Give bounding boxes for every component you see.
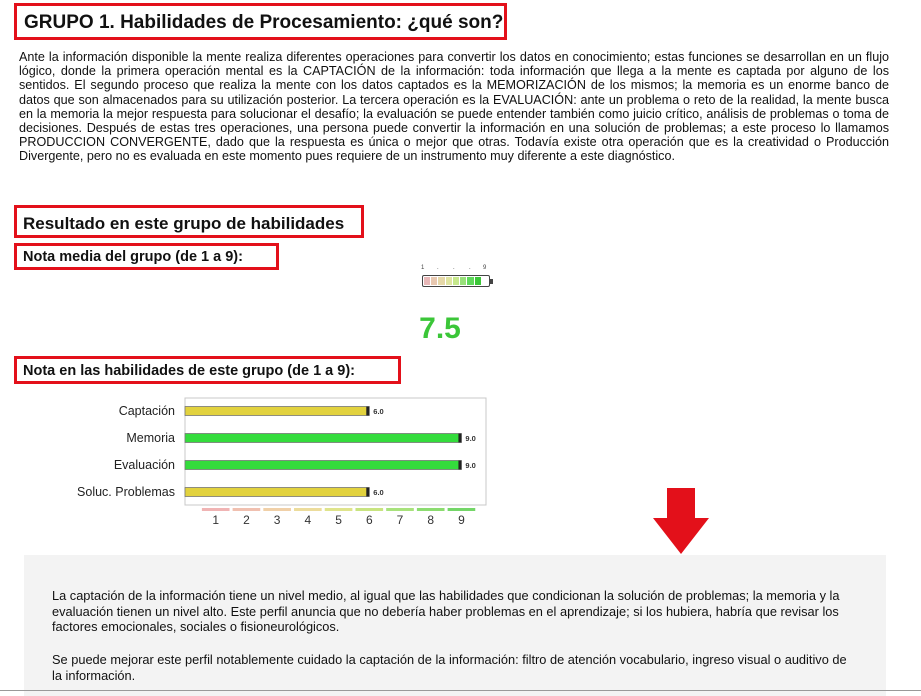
x-tick-label: 9 (458, 513, 465, 527)
bar-value-label: 9.0 (465, 434, 476, 443)
bar-end-cap (458, 434, 461, 443)
gauge-segment (482, 277, 488, 285)
bar-value-label: 9.0 (465, 461, 476, 470)
x-tick-label: 6 (365, 513, 373, 527)
scale-color-segment (386, 508, 414, 511)
scale-color-segment (355, 508, 383, 511)
scale-color-segment (263, 508, 291, 511)
bar-value-label: 6.0 (373, 488, 384, 497)
intro-paragraph: Ante la información disponible la mente realiza diferentes operaciones para convertir los datos en conocimiento; estas funciones se desarrollan en un flujo lógico, donde la primera operación mental es la CAPTACIÓN de la información: toda información que llega a la mente es captada por alguno de los sentidos. El segundo proceso que realiza la mente con los datos captados es la MEMORIZACIÓN de los mismos; la memoria es un enorme banco de datos que son almacenados para su utilización posterior. La tercera operación es la EVALUACIÓN: ante un problema o reto de la realidad, la mente busca en la memoria la mejor respuesta para solucionar el desafío; la evaluación se puede entender también como juicio crítico, análisis de problemas o toma de decisiones. Después de estas tres operaciones, una persona puede convertir la información en una solución de problemas; a este proceso lo llamamos PRODUCCION CONVERGENTE, dado que la respuesta es única o mejor que otras. Todavía existe otra operación que es la creatividad o Producción Divergente, pero no es evaluada en este momento pues requiere de un instrumento muy diferente a este diagnóstico. (19, 50, 889, 164)
bar (185, 407, 369, 416)
skills-bar-chart (77, 395, 500, 527)
recommendation-paragraph: Se puede mejorar este perfil notablemente cuidado la captación de la información: filtro de atención vocabulario, ingreso visual o auditivo de la información. (52, 652, 847, 683)
bar-end-cap (458, 461, 461, 470)
bar (185, 461, 461, 470)
scale-color-segment (294, 508, 322, 511)
scale-color-segment (202, 508, 230, 511)
bar-category-label: Evaluación (113, 458, 175, 472)
gauge-battery-tip (490, 279, 493, 284)
bar-category-label: Soluc. Problemas (77, 485, 175, 499)
gauge-segment (438, 277, 444, 285)
gauge-segment (431, 277, 437, 285)
bar-end-cap (366, 488, 369, 497)
x-tick-label: 2 (243, 513, 250, 527)
x-tick-label: 4 (304, 513, 312, 527)
average-gauge (420, 265, 496, 291)
gauge-segment (475, 277, 481, 285)
scale-color-segment (233, 508, 261, 511)
results-section-heading: Resultado en este grupo de habilidades (14, 205, 364, 238)
x-tick-label: 1 (212, 513, 220, 527)
gauge-scale-label: 9 (483, 265, 487, 271)
bar (185, 434, 461, 443)
page-title: GRUPO 1. Habilidades de Procesamiento: ¿qué son? (14, 3, 507, 40)
bar-end-cap (366, 407, 369, 416)
gauge-segment (424, 277, 430, 285)
gauge-scale-label: 1 (421, 265, 425, 271)
average-score-value: 7.5 (419, 312, 461, 345)
gauge-battery-icon (422, 275, 490, 287)
x-tick-label: 7 (396, 513, 404, 527)
bar-category-label: Memoria (126, 431, 175, 445)
x-tick-label: 8 (427, 513, 435, 527)
x-tick-label: 3 (273, 513, 281, 527)
gauge-scale-label: . (469, 265, 471, 271)
scale-color-segment (325, 508, 353, 511)
interpretation-paragraph: La captación de la información tiene un nivel medio, al igual que las habilidades que condicionan la solución de problemas; la memoria y la evaluación tienen un nivel alto. Este perfil anuncia que no debería haber problemas en el aprendizaje; si los hubiera, habría que revisar los factores emocionales, sociales o fisioneurológicos. (52, 588, 840, 634)
gauge-scale-label: . (453, 265, 455, 271)
gauge-scale-label: . (437, 265, 439, 271)
down-arrow-icon (653, 488, 709, 554)
gauge-segment (460, 277, 466, 285)
average-score-label: Nota media del grupo (de 1 a 9): (14, 243, 279, 270)
gauge-scale (420, 265, 490, 274)
scale-color-segment (448, 508, 476, 511)
scale-color-segment (417, 508, 445, 511)
x-tick-label: 5 (335, 513, 342, 527)
skills-score-label: Nota en las habilidades de este grupo (de 1 a 9): (14, 356, 401, 384)
gauge-segment (446, 277, 452, 285)
footer-divider (0, 690, 921, 691)
interpretation-panel (24, 555, 886, 696)
bar-category-label: Captación (118, 404, 175, 418)
bar-value-label: 6.0 (373, 407, 384, 416)
bar (185, 488, 369, 497)
gauge-segment (467, 277, 473, 285)
gauge-segment (453, 277, 459, 285)
